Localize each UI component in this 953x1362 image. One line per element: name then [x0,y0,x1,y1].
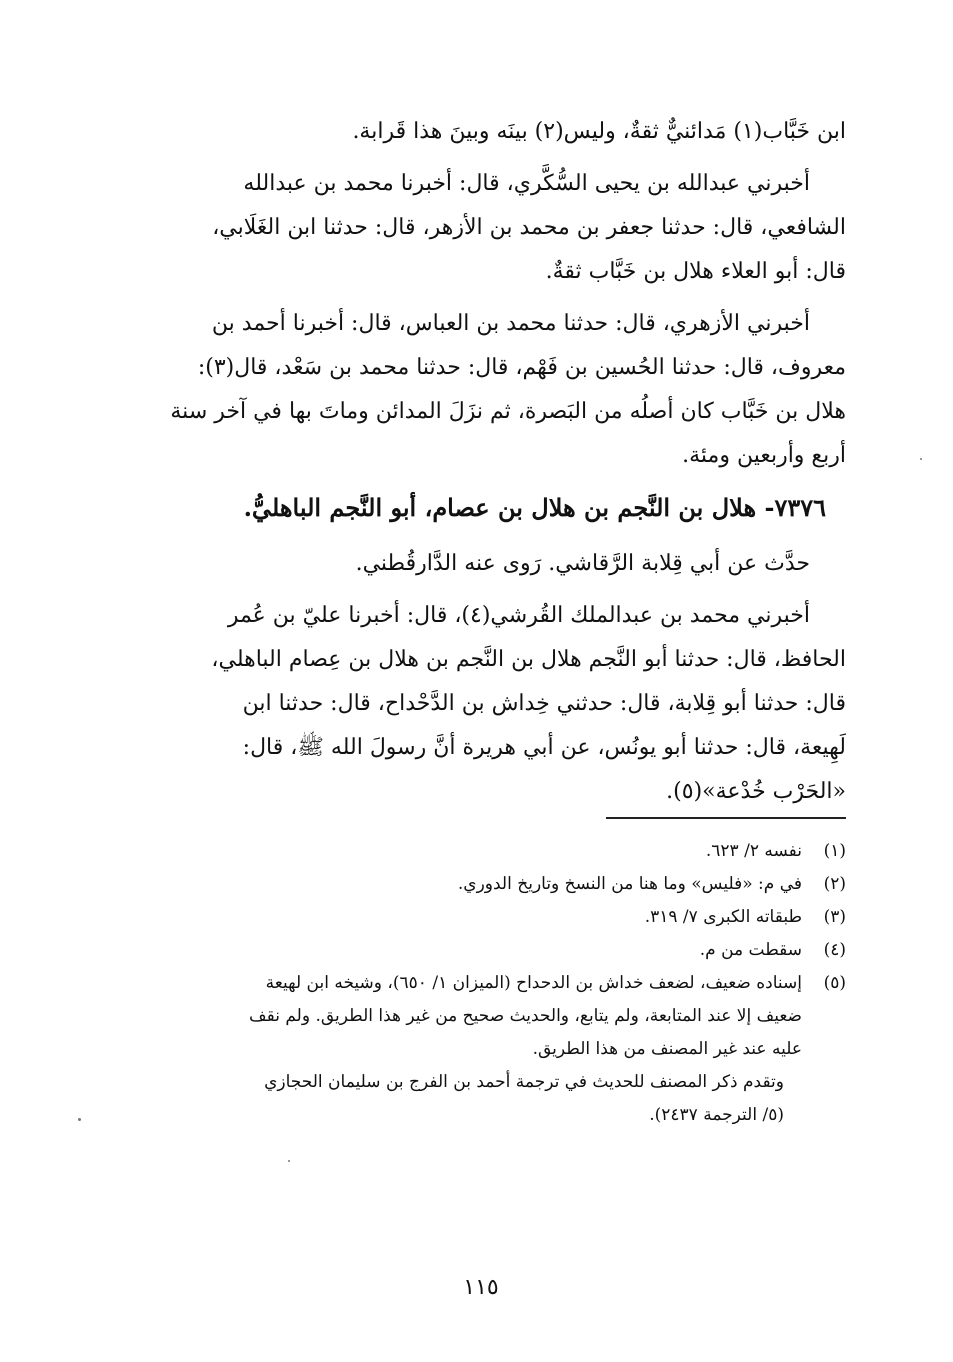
footnote-number: (١) [823,841,846,861]
footnote-number: (٢) [823,874,846,894]
entry-heading: ٧٣٧٦- هلال بن النَّجم بن هلال بن عصام، أبو النَّجم الباهليُّ. [243,493,826,522]
footnote-text: سقطت من م. [699,940,802,960]
text-line: أخبرني الأزهري، قال: حدثنا محمد بن العباس، قال: أخبرنا أحمد بن [211,311,810,336]
scan-speck [78,1118,81,1121]
footnote-number: (٤) [823,940,846,960]
footnote-line: إسناده ضعيف، لضعف خداش بن الدحداح (الميزان ١/ ٦٥٠)، وشيخه ابن لهيعة [265,973,802,993]
page-number: ١١٥ [463,1275,499,1300]
text-line: لَهِيعة، قال: حدثنا أبو يونُس، عن أبي هريرة أنَّ رسولَ الله ﷺ، قال: [242,735,846,760]
footnote-5 [130,967,846,1066]
text-line: هلال بن خَبَّاب كان أصلُه من البَصرة، ثم نزَلَ المدائن وماتَ بها في آخر سنة [170,399,846,424]
footnote-line: ضعيف إلا عند المتابعة، ولم يتابع، والحديث صحيح من غير هذا الطريق. ولم نقف [249,1006,802,1026]
footnote-number: (٣) [823,907,846,927]
scan-speck [288,1160,290,1162]
footnote-divider [606,817,846,819]
footnote-line: عليه عند غير المصنف من هذا الطريق. [532,1039,802,1059]
footnote-text [130,967,802,1066]
footnotes [130,835,846,1132]
text-line: أربع وأربعين ومئة. [682,443,846,468]
paragraph-2 [130,162,846,294]
paragraph-3 [130,302,846,478]
footnote-text: في م: «فليس» وما هنا من النسخ وتاريخ الدوري. [457,874,802,894]
text-line: أخبرني محمد بن عبدالملك القُرشي(٤)، قال: أخبرنا عليّ بن عُمر [227,603,810,628]
footnote-number: (٥) [823,973,846,993]
footnote-text: نفسه ٢/ ٦٢٣. [705,841,802,861]
scan-speck [920,458,922,460]
text-line: قال: أبو العلاء هلال بن خَبَّاب ثقةٌ. [545,259,846,284]
footnote-3 [130,901,846,934]
text-line: قال: حدثنا أبو قِلابة، قال: حدثني خِداش بن الدَّحْداح، قال: حدثنا ابن [242,691,846,716]
footnote-text: طبقاته الكبرى ٧/ ٣١٩. [644,907,802,927]
footnote-4 [130,934,846,967]
footnote-line: وتقدم ذكر المصنف للحديث في ترجمة أحمد بن الفرج بن سليمان الحجازي [264,1072,784,1092]
footnote-1 [130,835,846,868]
text-line: أخبرني عبدالله بن يحيى السُّكَّري، قال: أخبرنا محمد بن عبدالله [243,171,810,196]
text-line: الحافظ، قال: حدثنا أبو النَّجم هلال بن النَّجم بن هلال بن عِصام الباهلي، [211,647,846,672]
text-line: ابن خَبَّاب(١) مَدائنيٌّ ثقةٌ، وليس(٢) بينَه وبينَ هذا قَرابة. [352,119,846,144]
footnote-5-continuation [130,1066,846,1132]
paragraph-5 [130,594,846,814]
paragraph-1 [130,110,846,154]
text-line: معروف، قال: حدثنا الحُسين بن فَهْم، قال: حدثنا محمد بن سَعْد، قال(٣): [197,355,846,380]
page-body [130,110,846,822]
paragraph-4 [130,542,846,586]
footnote-line: (٥/ الترجمة ٢٤٣٧). [649,1105,784,1125]
footnote-2 [130,868,846,901]
text-line: حدَّث عن أبي قِلابة الرَّقاشي. رَوى عنه الدَّارقُطني. [355,551,810,576]
text-line: الشافعي، قال: حدثنا جعفر بن محمد بن الأزهر، قال: حدثنا ابن الغَلَابي، [212,215,846,240]
text-line: «الحَرْب خُدْعة»(٥). [666,779,846,804]
